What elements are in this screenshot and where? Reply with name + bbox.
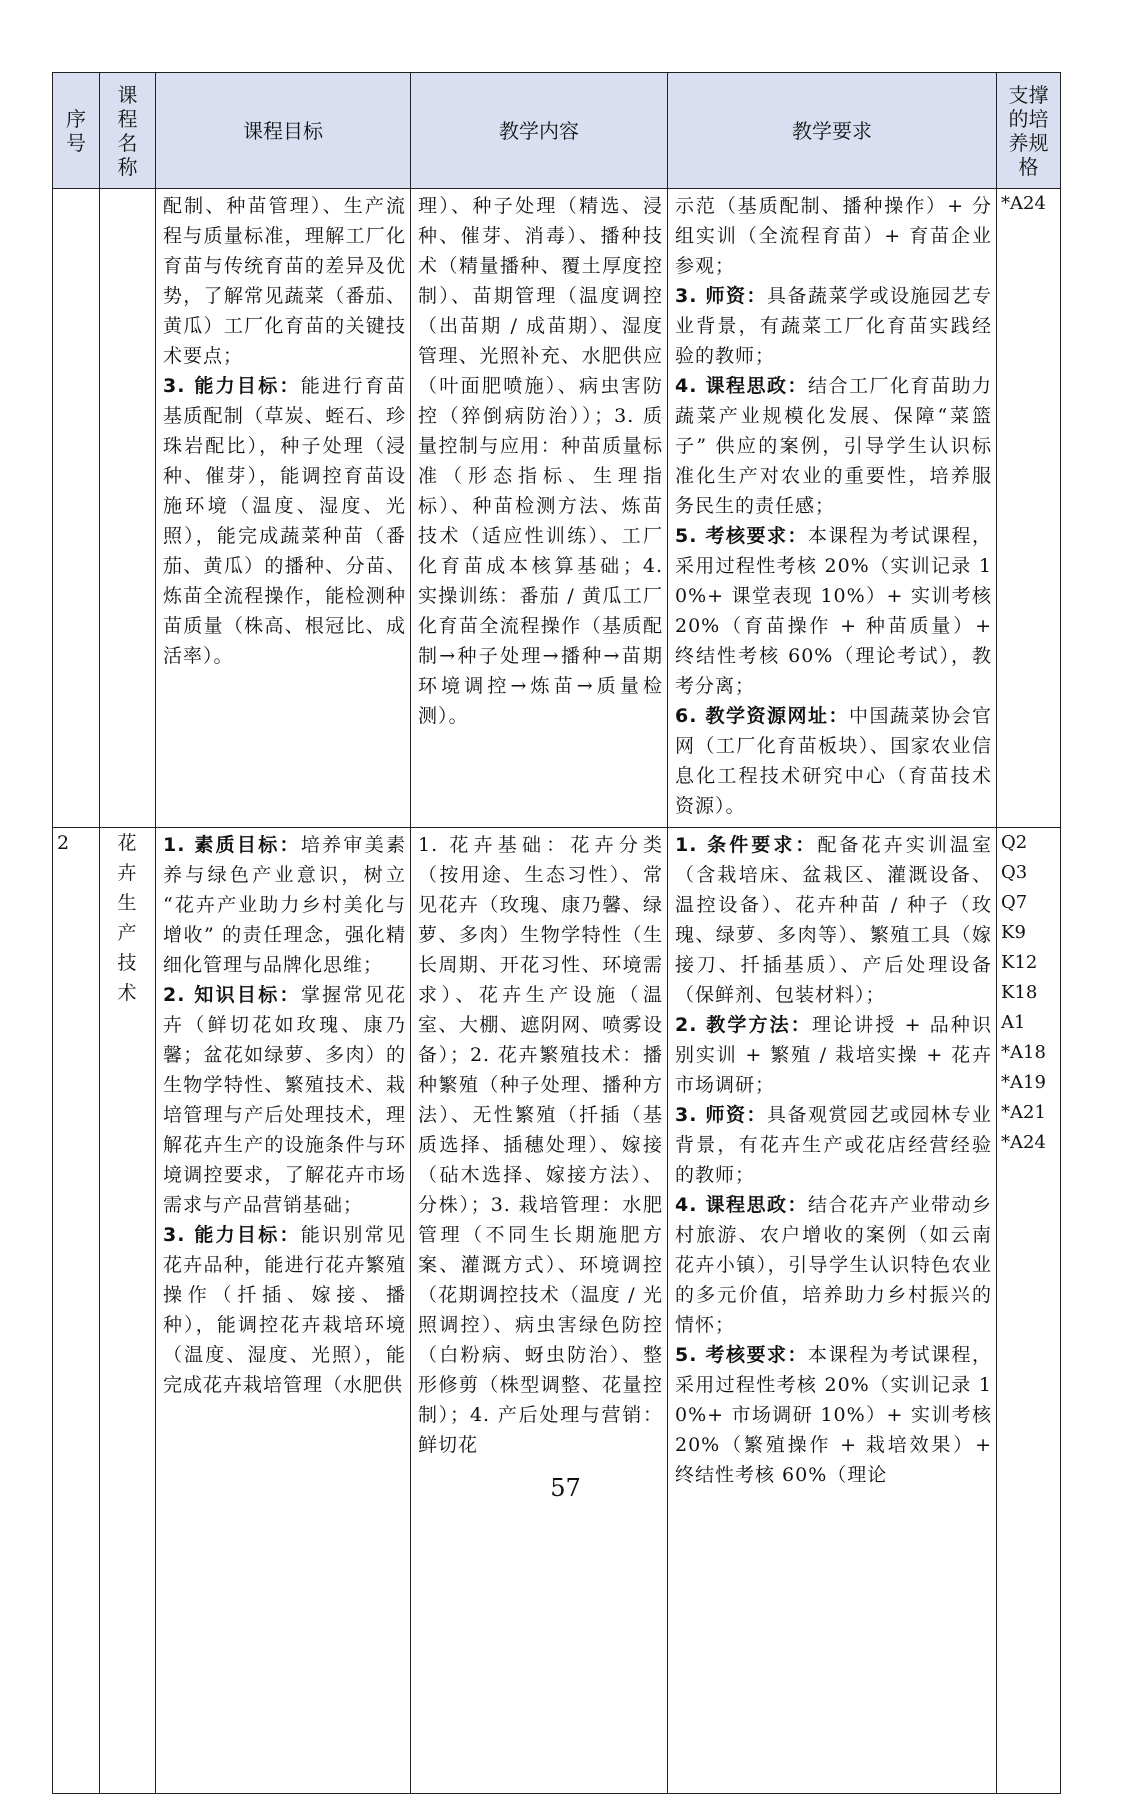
objective-quality (163, 830, 406, 980)
header-requirements: 教学要求 (668, 73, 997, 189)
req-resources-text: 中国蔬菜协会官网（工厂化育苗板块）、国家农业信息化工程技术研究中心（育苗技术资源）。 (675, 705, 992, 817)
req-assessment-text: 本课程为考试课程，采用过程性考核 20%（实训记录 10%+ 市场调研 10%）+ 实训考核 20%（繁殖操作 + 栽培效果）+ 终结性考核 60%（理论 (675, 1344, 992, 1486)
req-resources (675, 701, 992, 821)
req-intro: 示范（基质配制、播种操作）+ 分组实训（全流程育苗）+ 育苗企业参观； (675, 195, 992, 277)
table-row (53, 189, 1061, 828)
req-teachers-lead: 3. 师资： (675, 1104, 768, 1126)
spec-code: A1 (1001, 1012, 1026, 1033)
page-number: 57 (550, 1474, 581, 1502)
req-assessment-lead: 5. 考核要求： (675, 525, 809, 547)
req-methods-text: 理论讲授 + 品种识别实训 + 繁殖 / 栽培实操 + 花卉市场调研； (675, 1014, 992, 1096)
spec-code: *A21 (1001, 1102, 1046, 1123)
cell-content (411, 828, 668, 1794)
spec-code: Q2 (1001, 832, 1028, 853)
spec-code: *A24 (1001, 1132, 1046, 1153)
objective-quality-text: 培养审美素养与绿色产业意识，树立 “花卉产业助力乡村美化与增收” 的责任理念，强化精细化管理与品牌化思维； (163, 834, 406, 976)
spec-code: *A18 (1001, 1042, 1046, 1063)
header-content: 教学内容 (411, 73, 668, 189)
req-teachers-text: 具备蔬菜学或设施园艺专业背景，有蔬菜工厂化育苗实践经验的教师； (675, 285, 992, 367)
req-conditions-lead: 1. 条件要求： (675, 834, 818, 856)
req-ideology-lead: 4. 课程思政： (675, 1194, 809, 1216)
req-teachers-lead: 3. 师资： (675, 285, 768, 307)
header-objective: 课程目标 (156, 73, 411, 189)
objective-quality-lead: 1. 素质目标： (163, 834, 301, 856)
spec-code: Q3 (1001, 862, 1028, 883)
header-seq (53, 73, 100, 189)
req-ideology-text: 结合工厂化育苗助力蔬菜产业规模化发展、保障“菜篮子” 供应的案例，引导学生认识标准化生产对农业的重要性，培养服务民生的责任感； (675, 375, 992, 517)
cell-seq: 2 (53, 828, 100, 1794)
cell-seq (53, 189, 100, 828)
objective-ability (163, 1220, 406, 1400)
req-conditions-text: 配备花卉实训温室（含栽培床、盆栽区、灌溉设备、温控设备）、花卉种苗 / 种子（玫瑰、绿萝、多肉等）、繁殖工具（嫁接刀、扦插基质）、产后处理设备（保鲜剂、包装材料）； (675, 834, 992, 1006)
req-teachers-text: 具备观赏园艺或园林专业背景，有花卉生产或花店经营经验的教师； (675, 1104, 992, 1186)
req-ideology-text: 结合花卉产业带动乡村旅游、农户增收的案例（如云南花卉小镇），引导学生认识特色农业的多元价值，培养助力乡村振兴的情怀； (675, 1194, 992, 1336)
cell-course-name (100, 828, 156, 1794)
spec-code: *A24 (1001, 193, 1046, 214)
req-teachers (675, 281, 992, 371)
req-assessment-lead: 5. 考核要求： (675, 1344, 809, 1366)
header-seq-text: 序号 (66, 106, 86, 155)
table-row (53, 828, 1061, 1794)
spec-code: K9 (1001, 922, 1026, 943)
objective-ability (163, 371, 406, 671)
req-methods-lead: 2. 教学方法： (675, 1014, 812, 1036)
req-resources-lead: 6. 教学资源网址： (675, 705, 850, 727)
header-specs-text: 支撑的培养规格 (1008, 82, 1049, 179)
objective-knowledge-lead: 2. 知识目标： (163, 984, 301, 1006)
req-conditions (675, 830, 992, 1010)
objective-ability-text: 能识别常见花卉品种，能进行花卉繁殖操作（扦插、嫁接、播种），能调控花卉栽培环境（温度、湿度、光照），能完成花卉栽培管理（水肥供 (163, 1224, 406, 1396)
cell-specs (997, 828, 1061, 1794)
spec-code: *A19 (1001, 1072, 1046, 1093)
cell-specs (997, 189, 1061, 828)
req-ideology-lead: 4. 课程思政： (675, 375, 809, 397)
req-ideology (675, 371, 992, 521)
header-course-name (100, 73, 156, 189)
cell-requirements (668, 189, 997, 828)
cell-content (411, 189, 668, 828)
spec-code: K18 (1001, 982, 1038, 1003)
table-header-row (53, 73, 1061, 189)
objective-ability-text: 能进行育苗基质配制（草炭、蛭石、珍珠岩配比），种子处理（浸种、催芽），能调控育苗设施环境（温度、湿度、光照），能完成蔬菜种苗（番茄、黄瓜）的播种、分苗、炼苗全流程操作，能检测种苗质量（株高、根冠比、成活率）。 (163, 375, 406, 667)
cell-course-name (100, 189, 156, 828)
objective-knowledge (163, 980, 406, 1220)
req-assessment-text: 本课程为考试课程，采用过程性考核 20%（实训记录 10%+ 课堂表现 10%）+ 实训考核 20%（育苗操作 + 种苗质量）+ 终结性考核 60%（理论考试），教考分离； (675, 525, 992, 697)
header-course-name-text: 课程名称 (117, 82, 138, 179)
req-assessment (675, 1340, 992, 1490)
course-name-text: 花卉生产技术 (117, 832, 138, 1004)
objective-ability-lead: 3. 能力目标： (163, 375, 301, 397)
req-ideology (675, 1190, 992, 1340)
cell-objective (156, 189, 411, 828)
req-methods (675, 1010, 992, 1100)
req-assessment (675, 521, 992, 701)
content-text: 理）、种子处理（精选、浸种、催芽、消毒）、播种技术（精量播种、覆土厚度控制）、苗期管理（温度调控（出苗期 / 成苗期）、湿度管理、光照补充、水肥供应（叶面肥喷施）、病虫害防控（猝倒病防治））；3. 质量控制与应用：种苗质量标准（形态指标、生理指标）、种苗检测方法、炼苗技术（适应性训练）、工厂化育苗成本核算基础；4. 实操训练：番茄 / 黄瓜工厂化育苗全流程操作（基质配制→种子处理→播种→苗期环境调控→炼苗→质量检测）。 (418, 195, 663, 727)
header-specs (997, 73, 1061, 189)
objective-ability-lead: 3. 能力目标： (163, 1224, 301, 1246)
content-text: 1. 花卉基础：花卉分类（按用途、生态习性）、常见花卉（玫瑰、康乃馨、绿萝、多肉）生物学特性（生长周期、开花习性、环境需求）、花卉生产设施（温室、大棚、遮阴网、喷雾设备）；2. 花卉繁殖技术：播种繁殖（种子处理、播种方法）、无性繁殖（扦插（基质选择、插穗处理）、嫁接（砧木选择、嫁接方法）、分株）；3. 栽培管理：水肥管理（不同生长期施肥方案、灌溉方式）、环境调控（花期调控技术（温度 / 光照调控）、病虫害绿色防控（白粉病、蚜虫防治）、整形修剪（株型调整、花量控制）；4. 产后处理与营销：鲜切花 (418, 834, 663, 1456)
course-table (52, 72, 1061, 1794)
spec-code: Q7 (1001, 892, 1028, 913)
objective-text: 配制、种苗管理）、生产流程与质量标准，理解工厂化育苗与传统育苗的差异及优势，了解常见蔬菜（番茄、黄瓜）工厂化育苗的关键技术要点； (163, 195, 406, 367)
objective-knowledge-text: 掌握常见花卉（鲜切花如玫瑰、康乃馨；盆花如绿萝、多肉）的生物学特性、繁殖技术、栽培管理与产后处理技术，理解花卉生产的设施条件与环境调控要求，了解花卉市场需求与产品营销基础； (163, 984, 406, 1216)
cell-requirements (668, 828, 997, 1794)
spec-code: K12 (1001, 952, 1038, 973)
req-teachers (675, 1100, 992, 1190)
cell-objective (156, 828, 411, 1794)
